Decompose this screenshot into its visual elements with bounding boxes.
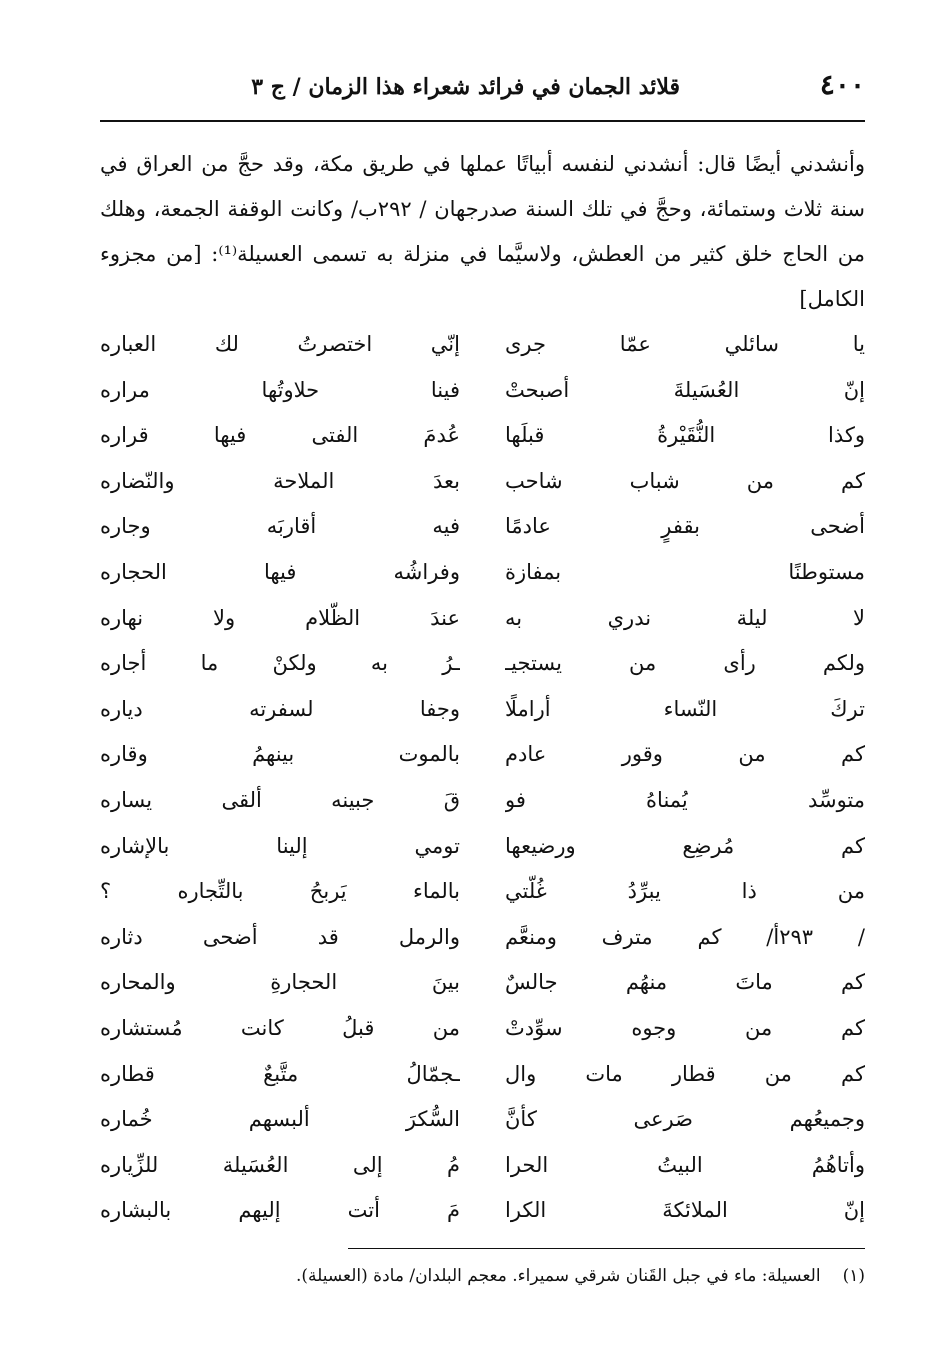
footnote-text: العسيلة: ماء في جبل القَنان شرقي سميراء. معجم البلدان/ مادة (العسيلة).: [295, 1266, 821, 1286]
verse-first-hemistich: إنّ الملائكةَ الكرا: [505, 1198, 865, 1223]
verse-line: [100, 869, 865, 915]
verse-second-hemistich: عندَ الظّلام ولا نهاره: [100, 605, 460, 630]
verse-first-hemistich: كم من وجوه سوِّدتْ: [505, 1015, 865, 1040]
verse-line: [100, 960, 865, 1006]
verse-first-hemistich: تركَ النّساء أراملًا: [505, 696, 865, 721]
verse-second-hemistich: فيه أقاربَه وجاره: [100, 514, 460, 539]
verse-first-hemistich: ولكم رأى من يستجيـ: [505, 651, 865, 676]
verse-first-hemistich: مستوطنًا بمفازة: [505, 559, 865, 584]
verse-line: [100, 322, 865, 368]
verse-line: [100, 1052, 865, 1098]
verse-line: [100, 732, 865, 778]
verse-second-hemistich: بالماء يَربحُ بالتِّجاره ؟: [100, 879, 460, 904]
verse-line: [100, 687, 865, 733]
footnote: [100, 1262, 865, 1290]
verse-first-hemistich: كم من شباب شاحب: [505, 468, 865, 493]
verse-second-hemistich: بعدَ الملاحة والنّضاره: [100, 468, 460, 493]
page-header: [100, 60, 865, 114]
verse-second-hemistich: من قبلُ كانت مُستشاره: [100, 1015, 460, 1040]
verse-line: [100, 824, 865, 870]
verse-second-hemistich: فينا حلاوتُها مراره: [100, 377, 460, 402]
verse-second-hemistich: عُدمَ الفتى فيها قراره: [100, 423, 460, 448]
verse-second-hemistich: قَ جبينه ألقى يساره: [100, 787, 460, 812]
verse-first-hemistich: لا ليلة ندري به: [505, 605, 865, 630]
verse-first-hemistich: كم ماتَ منهُم جالسٌ: [505, 970, 865, 995]
verse-line: [100, 504, 865, 550]
verse-line: [100, 1188, 865, 1234]
verse-first-hemistich: أضحى بقفرٍ عادمًا: [505, 514, 865, 539]
verse-line: [100, 1006, 865, 1052]
verse-second-hemistich: مَ أتت إليهم بالبشاره: [100, 1198, 460, 1223]
verse-line: [100, 778, 865, 824]
poem: [100, 322, 865, 1234]
verse-first-hemistich: كم من وقور عادم: [505, 742, 865, 767]
verse-line: [100, 1097, 865, 1143]
verse-first-hemistich: يا سائلي عمّا جرى: [505, 332, 865, 356]
verse-first-hemistich: إنّ العُسَيلةَ أصبحتْ: [505, 377, 865, 402]
verse-second-hemistich: إنّي اختصرتُ لك العباره: [100, 332, 460, 356]
footnote-divider: [348, 1248, 865, 1249]
verse-first-hemistich: وجميعُهم صَرعى كأنَّ: [505, 1107, 865, 1132]
verse-line: [100, 915, 865, 961]
verse-first-hemistich: كم مُرضِع ورضيعها: [505, 833, 865, 858]
verse-line: [100, 368, 865, 414]
verse-line: [100, 1143, 865, 1189]
verse-second-hemistich: مُ إلى العُسَيلة للزِّياره: [100, 1152, 460, 1177]
verse-line: [100, 641, 865, 687]
header-divider: [100, 120, 865, 122]
verse-first-hemistich: وكذا النُّقَيْرةُ قبلَها: [505, 423, 865, 448]
verse-first-hemistich: متوسِّد يُمناهُ فو: [505, 787, 865, 812]
page-number: ٤٠٠: [819, 68, 865, 101]
verse-second-hemistich: والرمل قد أضحى دثاره: [100, 924, 460, 949]
verse-second-hemistich: السُّكرَ ألبسهم خُماره: [100, 1107, 460, 1132]
verse-second-hemistich: وفراشُه فيها الحجاره: [100, 559, 460, 584]
footnote-number: (١): [842, 1266, 865, 1286]
verse-first-hemistich: من ذا يبرِّدُ غُلّتي: [505, 879, 865, 904]
verse-second-hemistich: وجفا لسفرته دياره: [100, 696, 460, 721]
verse-first-hemistich: كم من قطار مات وال: [505, 1061, 865, 1086]
verse-second-hemistich: بينَ الحجارةِ والمحاره: [100, 970, 460, 995]
verse-line: [100, 459, 865, 505]
verse-first-hemistich: / ٢٩٣أ/ كم مترف ومنعَّم: [505, 924, 865, 949]
running-title: قلائد الجمان في فرائد شعراء هذا الزمان / ج ٣: [251, 74, 680, 100]
verse-second-hemistich: تومي إلينا بالإشاره: [100, 833, 460, 858]
verse-line: [100, 413, 865, 459]
verse-line: [100, 550, 865, 596]
verse-second-hemistich: ـرُ به ولكنْ ما أجاره: [100, 651, 460, 676]
verse-second-hemistich: ـجمّالُ متَّبعٌ قطاره: [100, 1061, 460, 1086]
verse-line: [100, 596, 865, 642]
verse-first-hemistich: وأتاهُمُ البيتُ الحرا: [505, 1152, 865, 1177]
verse-second-hemistich: بالموت بينهمُ وقاره: [100, 742, 460, 767]
intro-paragraph: وأنشدني أيضًا قال: أنشدني لنفسه أبياتًا عملها في طريق مكة، وقد حجَّ من العراق في سنة ثلاث وستمائة، وحجَّ في تلك السنة صدرجهان / ٢٩٢ب/ وكانت الوقفة الجمعة، وهلك من الحاج خلق كثير من العطش، ولاسيَّما في منزلة به تسمى العسيلة⁽¹⁾: [من مجزوء الكامل]: [100, 152, 866, 311]
